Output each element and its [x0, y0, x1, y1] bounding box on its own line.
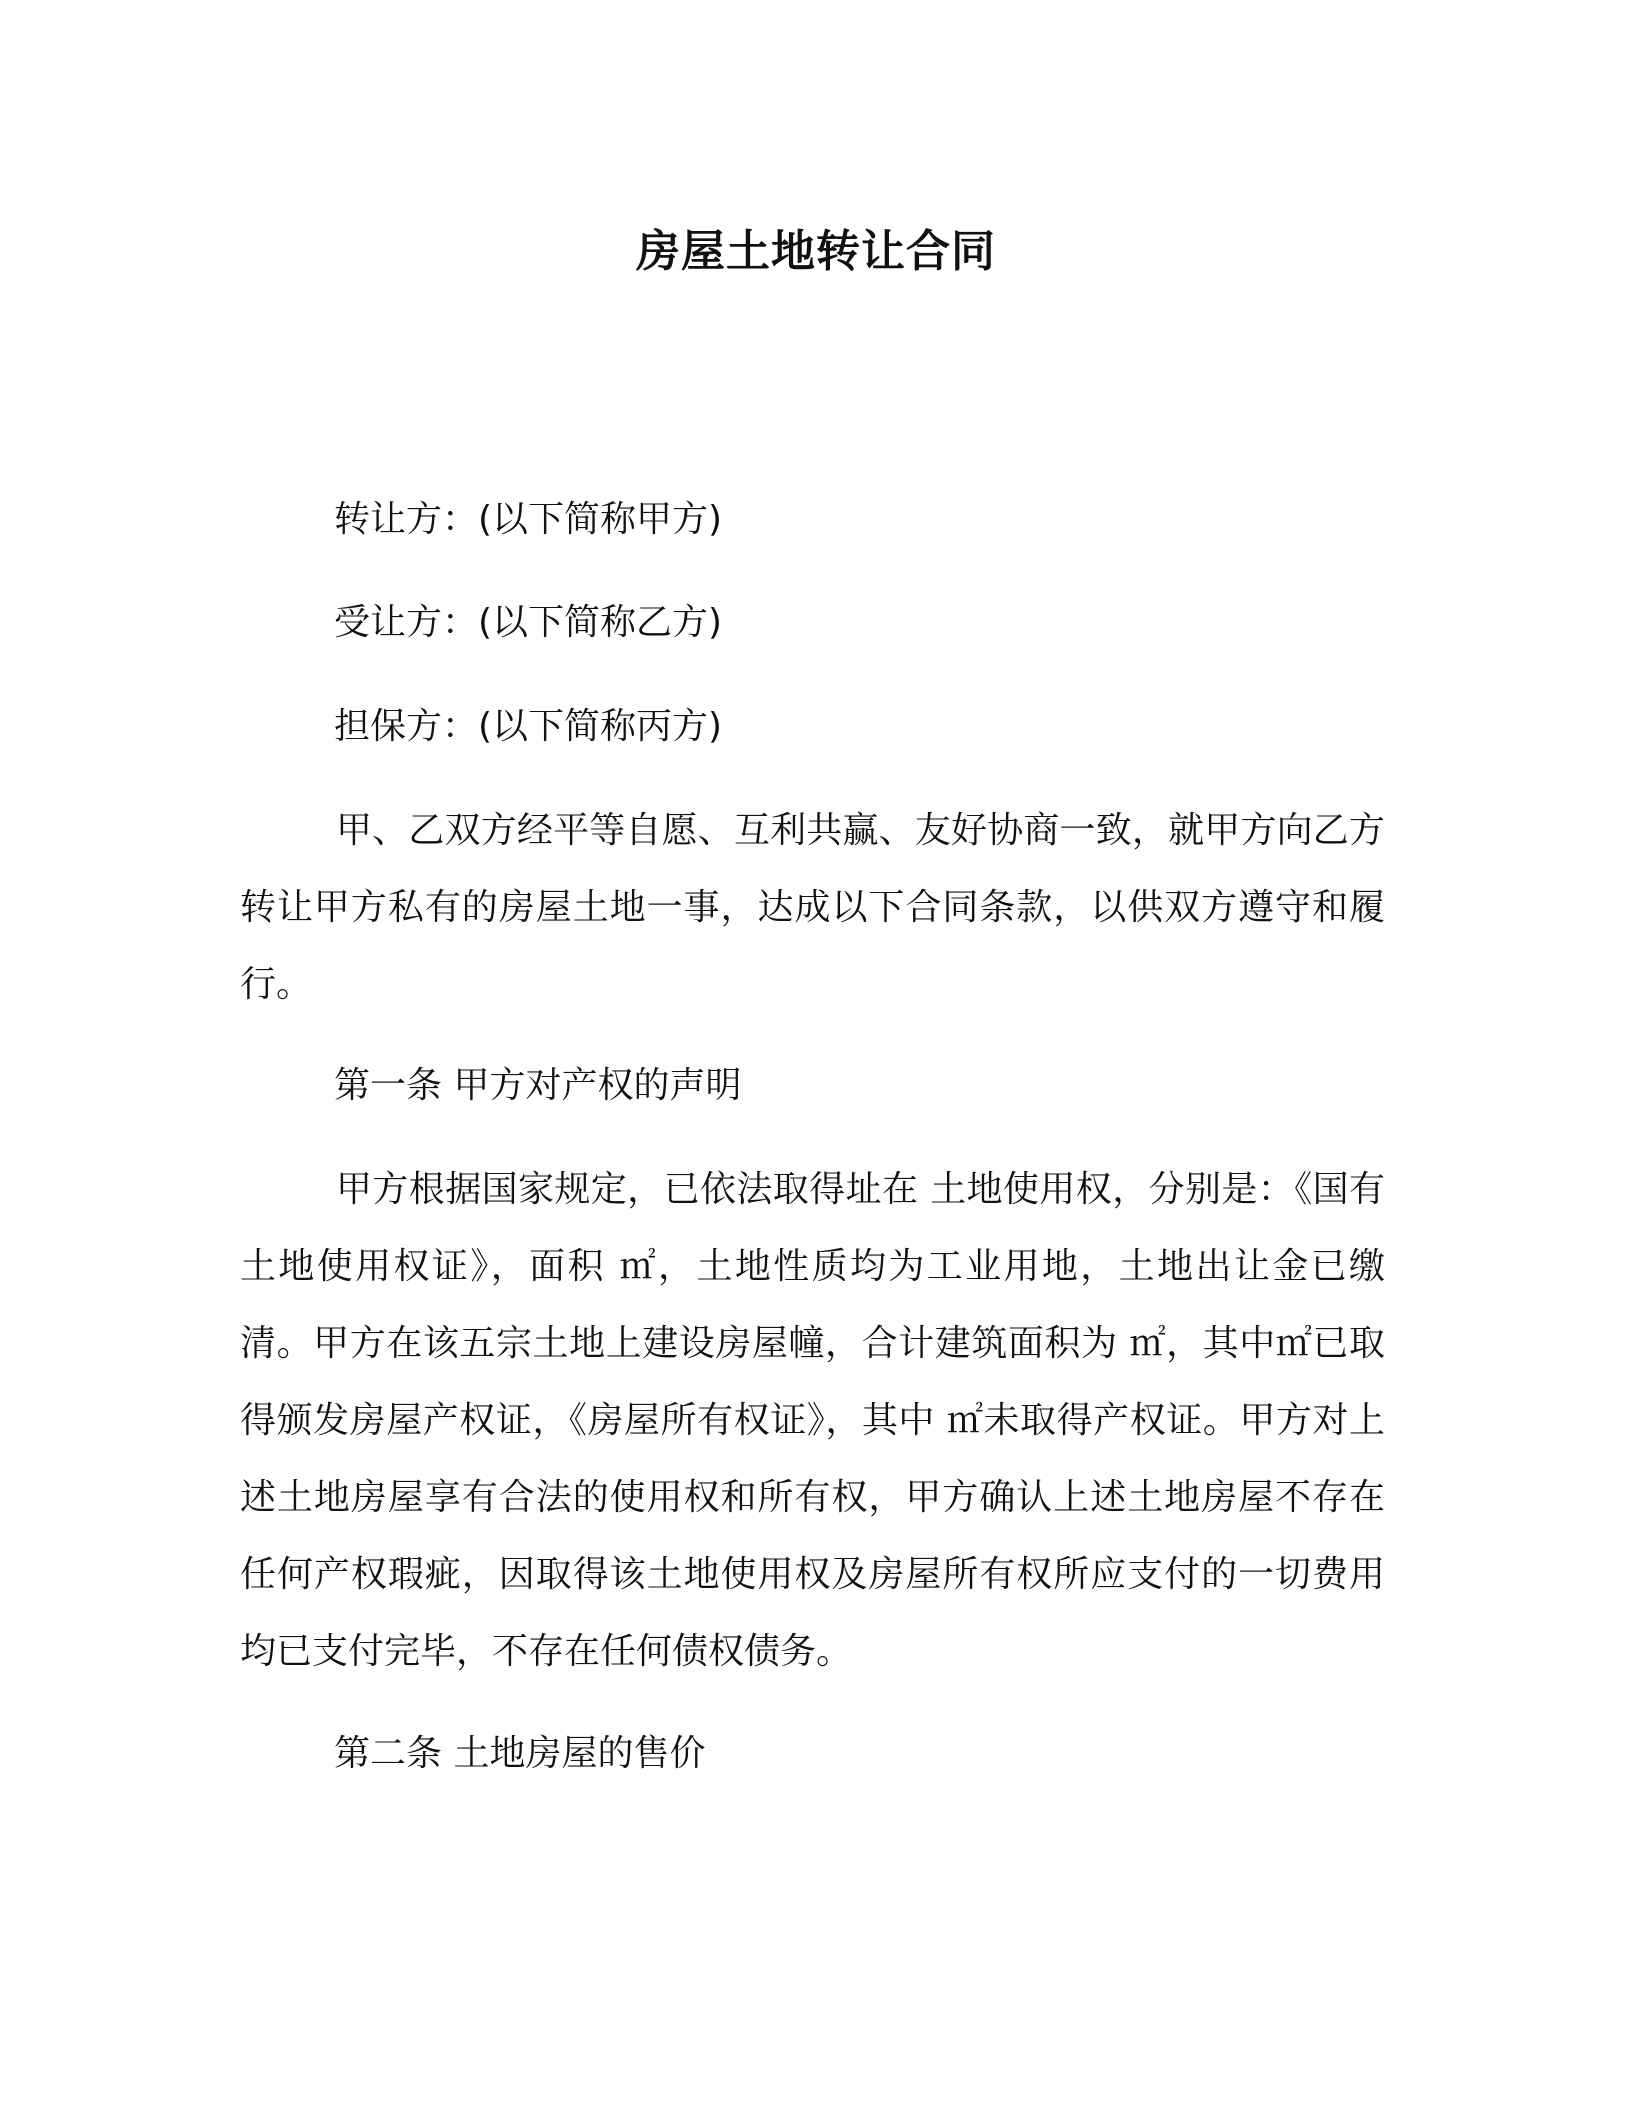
- party-transferor: 转让方：(以下简称甲方): [334, 499, 723, 540]
- article-2-heading: 第二条 土地房屋的售价: [334, 1733, 706, 1774]
- document-title: 房屋土地转让合同: [636, 226, 996, 277]
- intro-paragraph: 甲、乙双方经平等自愿、互利共赢、友好协商一致，就甲方向乙方转让甲方私有的房屋土地一事，达成以下合同条款，以供双方遵守和履行。: [240, 810, 1385, 1005]
- article-1-paragraph: 甲方根据国家规定，已依法取得址在 土地使用权，分别是：《国有土地使用权证》，面积 ㎡，土地性质均为工业用地，土地出让金已缴清。甲方在该五宗土地上建设房屋幢，合计建筑面积为 ㎡，其中㎡已取得颁发房屋产权证，《房屋所有权证》，其中 ㎡未取得产权证。甲方对上述土地房屋享有合法的使用权和所有权，甲方确认上述土地房屋不存在任何产权瑕疵，因取得该土地使用权及房屋所有权所应支付的一切费用均已支付完毕，不存在任何债权债务。: [240, 1169, 1385, 1672]
- article-1-heading: 第一条 甲方对产权的声明: [334, 1065, 742, 1106]
- party-guarantor: 担保方：(以下简称丙方): [334, 706, 723, 747]
- party-transferee: 受让方：(以下简称乙方): [334, 602, 723, 643]
